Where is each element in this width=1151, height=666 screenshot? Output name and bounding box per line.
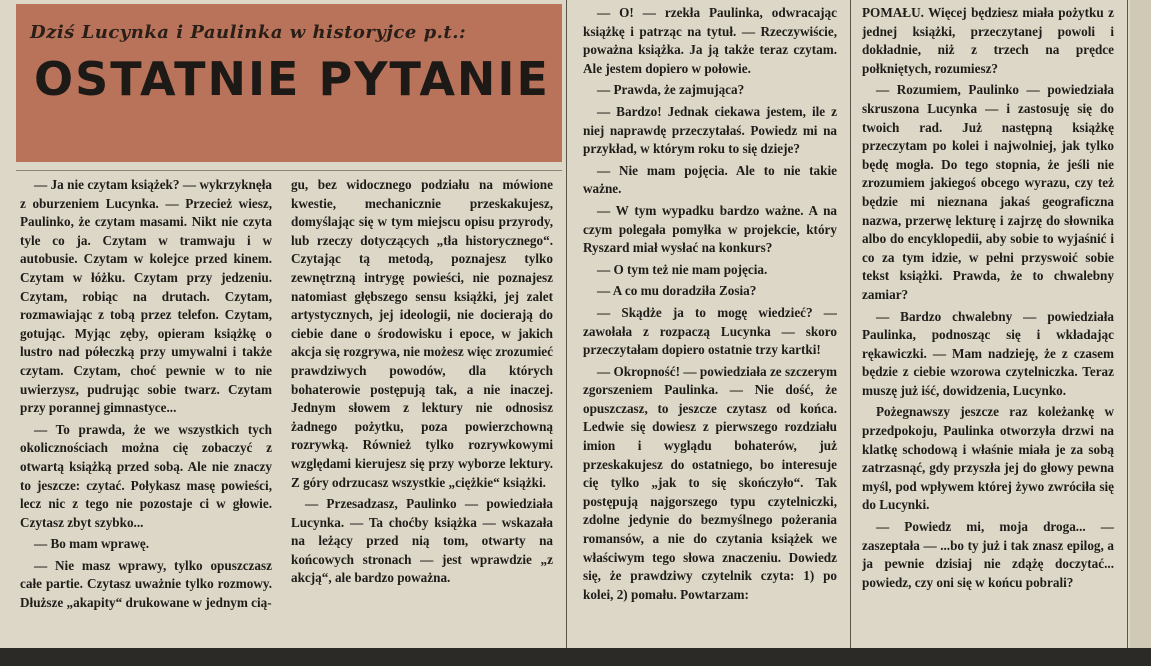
banner-divider	[16, 170, 562, 171]
title-banner	[16, 4, 562, 162]
paragraph: POMAŁU. Więcej będziesz miała pożytku z jednej książki, przeczytanej powoli i dokładnie, niż z trzech na prędce połkniętych, rozumiesz?	[862, 5, 1114, 76]
story-title: OSTATNIE PYTANIE	[34, 52, 550, 106]
paragraph: — Skądże ja to mogę wiedzieć? — zawołała z rozpaczą Lucynka — skoro przeczytałam dopiero ostatnie trzy kartki!	[583, 304, 837, 358]
paragraph: — Bardzo chwalebny — powiedziała Paulinka, podnosząc się i wkładając rękawiczki. — Mam nadzieję, że z czasem będzie z ciebie wzorowa czytelniczka. Teraz muszę już iść, dowidzenia, Lucynko.	[862, 308, 1114, 398]
column-rule	[566, 0, 567, 648]
page-edge	[1130, 0, 1151, 648]
paragraph: — Bo mam wprawę.	[34, 536, 150, 552]
paragraph: — Bardzo! Jednak ciekawa jestem, ile z niej naprawdę przeczytałaś. Powiedz mi na przykład, w którym roku to się dzieje?	[583, 103, 837, 157]
paragraph: — Przesadzasz, Paulinko — powiedziała Lucynka. — Ta choćby książka — wskazała na leżący przed nią tom, otwarty na końcowych stronach — jest wprawdzie „z akcją“, ale bardzo poważna.	[291, 496, 553, 586]
paragraph: — Nie masz wprawy, tylko opuszczasz całe partie. Czytasz uważnie tylko rozmowy. Dłuższe „akapity“ drukowane w jednym cią-	[20, 557, 272, 611]
paragraph: — Okropność! — powiedziała ze szczerym zgorszeniem Paulinka. — Nie dość, że opuszczasz, to jeszcze czytasz od końca. Ledwie się dowiesz z pierwszego rozdziału imion i wyglądu bohaterów, już przeskakujesz do ostatniego, bo interesuje cię tylko „jak to się skończyło“. Tak postępują najgorszego typu czytelniczki, zdolne jedynie do bezmyślnego pożerania romansów, a nie do czytania książek we właściwym tego słowa znaczeniu. Dowiedz się, że prawdziwy czytelnik czyta: 1) po kolei, 2) pomału. Powtarzam:	[583, 363, 837, 602]
paragraph: — O tym też nie mam pojęcia.	[597, 261, 768, 277]
paragraph: — A co mu doradziła Zosia?	[597, 283, 757, 299]
column-3	[583, 4, 837, 644]
column-4	[862, 4, 1114, 644]
column-rule	[850, 0, 851, 648]
paragraph: — Ja nie czytam książek? — wykrzyknęła z oburzeniem Lucynka. — Przecież wiesz, Paulinko, że czytam masami. Nikt nie czyta tyle co ja. Czytam w tramwaju i w autobusie. Czytam w kolejce przed kinem. Czytam w łóżku. Czytam przy jedzeniu. Czytam, robiąc na drutach. Czytam, rozmawiając z tobą przez telefon. Czytam, gotując. Myjąc zęby, opieram książkę o lustro nad półeczką przy umywalni i także czytam. Czytam, choć pewnie w to nie uwierzysz, pudrując sobie twarz. Czytam przy porannej gimnastyce...	[20, 177, 272, 416]
column-rule	[1127, 0, 1128, 648]
column-2	[291, 176, 553, 646]
paragraph: — Powiedz mi, moja droga... — zaszeptała — ...bo ty już i tak znasz epilog, a ja pewnie dzisiaj nie zdążę doczytać... powiedz, czy oni się w końcu pobrali?	[862, 519, 1114, 590]
paragraph: — O! — rzekła Paulinka, odwracając książkę i patrząc na tytuł. — Rzeczywiście, poważna książka. Ja ją także teraz czytam. Ale jestem dopiero w połowie.	[583, 5, 837, 76]
paragraph: — Prawda, że zajmująca?	[597, 82, 745, 98]
paragraph: — To prawda, że we wszystkich tych okolicznościach można cię zobaczyć z otwartą książką przed sobą. Ale nie znaczy to jeszcze: czytać. Połykasz masę powieści, lecz nic z tego nie pozostaje ci w głowie. Czytasz zbyt szybko...	[20, 421, 272, 530]
paragraph: Pożegnawszy jeszcze raz koleżankę w przedpokoju, Paulinka otworzyła drzwi na klatkę schodową i właśnie miała je za sobą zatrzasnąć, gdy przyszła jej do głowy pewna myśl, pod wpływem której żywo zwróciła się do Lucynki.	[862, 404, 1114, 513]
paragraph: — W tym wypadku bardzo ważne. A na czym polegała pomyłka w projekcie, który Ryszard miał wysłać na konkurs?	[583, 202, 837, 256]
column-1	[20, 176, 272, 646]
paragraph: gu, bez widocznego podziału na mówione kwestie, mechanicznie przeskakujesz, domyślając się w tym miejscu opisu przyrody, lub rzeczy dotyczących „tła historycznego“. Czytając tą metodą, poznajesz tylko zewnętrzną intrygę powieści, nie poznajesz natomiast głębszego sensu książki, jej zalet artystycznych, jej ideologii, nie docierają do ciebie dane o środowisku i epoce, w jakich akcja się rozgrywa, nie możesz więc zrozumieć prawdziwych powodów, dla których bohaterowie postępują tak, a nie inaczej. Jednym słowem z lektury nie odnosisz żadnego pożytku, poza powierzchowną rozrywką. Również tylko rozrywkowymi względami kierujesz się przy wyborze lektury. Z góry odrzucasz wszystkie „ciężkie“ książki.	[291, 177, 553, 490]
banner-subtitle: Dziś Lucynka i Paulinka w historyjce p.t.:	[30, 22, 467, 43]
paragraph: — Rozumiem, Paulinko — powiedziała skruszona Lucynka — i zastosuję się do twoich rad. Już następną książkę przeczytam po kolei i najwolniej, jak tylko będę mogła. Do tego stopnia, że jeśli nie zrozumiem jakiegoś obcego wyrazu, czy też będzie mi nieznana jakaś geograficzna nazwa, przerwę lekturę i zajrzę do słownika albo do encyklopedii, aby sobie to wyjaśnić i co za tym idzie, w pełni przyswoić sobie tekst książki. Prawda, że to chwalebny zamiar?	[862, 82, 1114, 302]
paragraph: — Nie mam pojęcia. Ale to nie takie ważne.	[583, 162, 837, 197]
bottom-border	[0, 648, 1151, 666]
